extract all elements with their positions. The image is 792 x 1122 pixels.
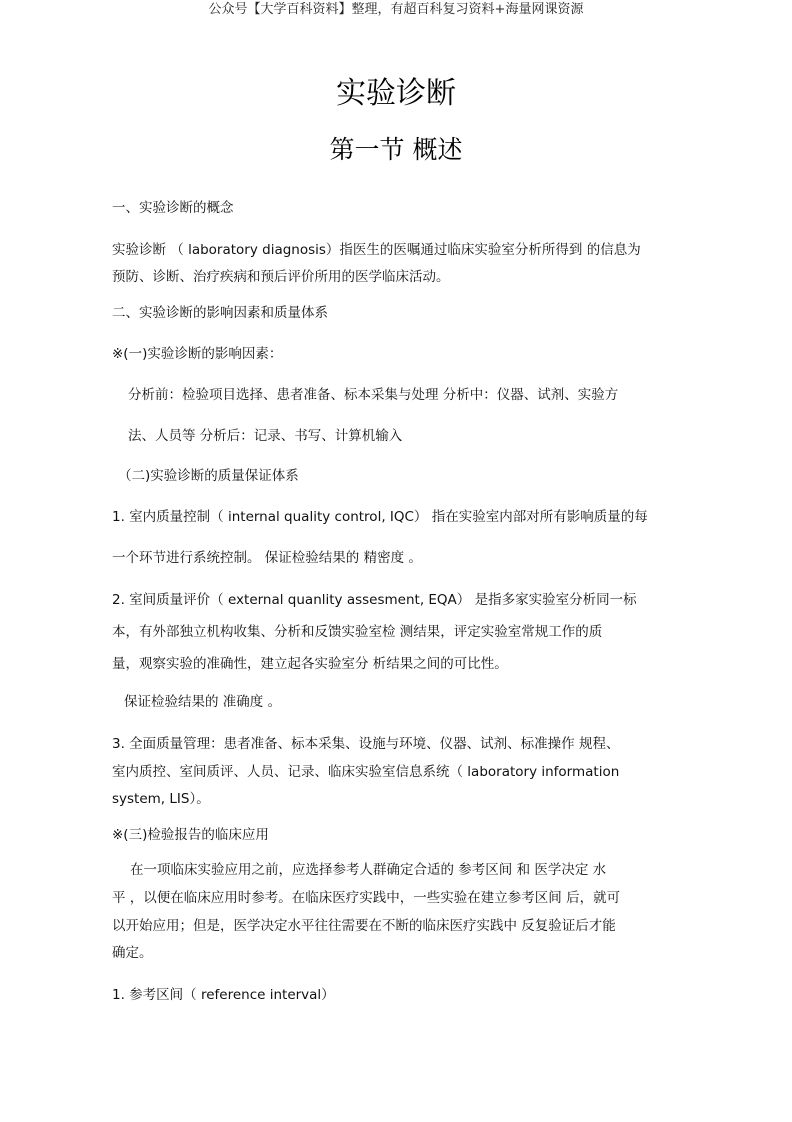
- definition-line-1: 实验诊断 （ laboratory diagnosis）指医生的医嘱通过临床实验室分析所得到 的信息为: [112, 242, 641, 258]
- heading-concept: 一、实验诊断的概念: [112, 200, 234, 216]
- eqa-line-1: 2. 室间质量评价（ external quanlity assesment, EQA） 是指多家实验室分析同一标: [112, 592, 637, 608]
- page-title: 实验诊断: [336, 76, 456, 111]
- subheading-report-use: ※(三)检验报告的临床应用: [112, 827, 269, 843]
- report-line-2: 平 ，以便在临床应用时参考。在临床医疗实践中，一些实验在建立参考区间 后，就可: [112, 890, 621, 906]
- heading-factors-quality: 二、实验诊断的影响因素和质量体系: [112, 305, 328, 321]
- report-line-3: 以开始应用；但是，医学决定水平往往需要在不断的临床医疗实践中 反复验证后才能: [112, 918, 616, 934]
- iqc-line-2: 一个环节进行系统控制。 保证检验结果的 精密度 。: [112, 550, 422, 566]
- tqm-line-3: system, LIS）。: [112, 791, 210, 807]
- eqa-line-2: 本，有外部独立机构收集、分析和反馈实验室检 测结果，评定实验室常规工作的质: [112, 624, 603, 640]
- eqa-line-3: 量，观察实验的准确性，建立起各实验室分 析结果之间的可比性。: [112, 656, 508, 672]
- subheading-quality-system: （二)实验诊断的质量保证体系: [118, 468, 299, 484]
- section-title: 第一节 概述: [329, 135, 463, 164]
- tqm-line-1: 3. 全面质量管理：患者准备、标本采集、设施与环境、仪器、试剂、标准操作 规程、: [112, 736, 620, 752]
- factors-line-1: 分析前：检验项目选择、患者准备、标本采集与处理 分析中：仪器、试剂、实验方: [128, 387, 619, 403]
- tqm-line-2: 室内质控、室间质评、人员、记录、临床实验室信息系统（ laboratory information: [112, 764, 620, 780]
- report-line-1: 在一项临床实验应用之前，应选择参考人群确定合适的 参考区间 和 医学决定 水: [130, 862, 607, 878]
- heading-reference-interval: 1. 参考区间（ reference interval）: [112, 987, 335, 1003]
- iqc-line-1: 1. 室内质量控制（ internal quality control, IQC） 指在实验室内部对所有影响质量的每: [112, 509, 648, 525]
- header-note: 公众号【大学百科资料】整理，有超百科复习资料+海量网课资源: [208, 2, 584, 17]
- eqa-line-4: 保证检验结果的 准确度 。: [124, 694, 282, 710]
- definition-line-2: 预防、诊断、治疗疾病和预后评价所用的医学临床活动。: [112, 269, 450, 285]
- subheading-factors: ※(一)实验诊断的影响因素：: [112, 346, 283, 362]
- report-line-4: 确定。: [112, 945, 153, 961]
- factors-line-2: 法、人员等 分析后：记录、书写、计算机输入: [128, 428, 403, 444]
